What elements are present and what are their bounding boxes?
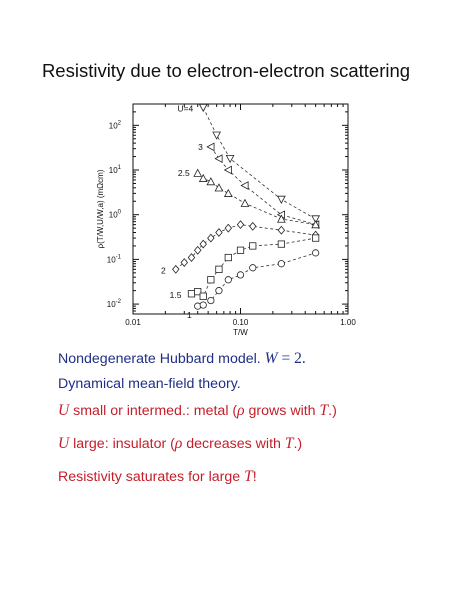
x-axis-label: T/W — [233, 328, 248, 337]
data-point — [225, 166, 232, 173]
slide-title: Resistivity due to electron-electron scattering — [41, 60, 411, 81]
text-line-theory — [58, 376, 241, 392]
y-tick-label: $10^{-1}$ — [106, 254, 121, 265]
data-point — [215, 184, 222, 191]
line-var: T — [244, 468, 253, 485]
line-var: ρ — [237, 402, 245, 419]
data-point — [216, 229, 222, 237]
line-text: Nondegenerate Hubbard model. — [58, 351, 265, 367]
series-line — [176, 225, 316, 270]
series-line — [211, 147, 316, 225]
data-point — [208, 234, 214, 242]
data-point — [237, 221, 243, 229]
data-point — [207, 178, 214, 185]
data-point — [225, 190, 232, 197]
text-line-saturates — [58, 468, 257, 486]
line-text: .) — [328, 403, 337, 419]
data-point — [278, 261, 284, 267]
data-point — [207, 143, 214, 150]
line-var: T — [284, 435, 294, 452]
series-line — [198, 173, 316, 224]
series-label: 1 — [186, 310, 192, 321]
series-label: 2.5 — [177, 168, 190, 179]
data-point — [188, 291, 194, 297]
text-line-metal — [58, 402, 337, 420]
data-point — [278, 241, 284, 247]
data-point — [241, 200, 248, 207]
data-point — [200, 293, 206, 299]
data-point — [194, 169, 201, 176]
data-point — [181, 259, 187, 267]
series-label: 3 — [198, 141, 203, 152]
data-point — [173, 266, 179, 274]
line-text: = 2. — [277, 350, 306, 367]
y-axis-label: ρ(T/W,U/W,a) (mΩcm) — [96, 169, 105, 249]
data-point — [208, 297, 214, 303]
line-text: large: insulator ( — [69, 436, 175, 452]
line-text: .) — [293, 436, 303, 452]
line-text: Resistivity saturates for large — [58, 469, 245, 485]
data-point — [200, 104, 207, 111]
x-tick-label: 1.00 — [340, 318, 356, 327]
data-point — [241, 182, 248, 189]
data-point — [213, 132, 220, 139]
plot-frame — [133, 104, 348, 314]
data-point — [216, 287, 222, 293]
line-var: U — [58, 435, 70, 452]
data-point — [195, 246, 201, 254]
text-line-model — [58, 350, 306, 368]
series-label: 1.5 — [169, 289, 182, 300]
series-label: U=4 — [177, 103, 194, 114]
text-line-insulator — [58, 435, 302, 453]
data-point — [225, 254, 231, 260]
data-point — [250, 265, 256, 271]
series-line — [203, 108, 315, 220]
data-point — [237, 272, 243, 278]
data-point — [312, 250, 318, 256]
line-var: W — [264, 350, 278, 367]
data-point — [278, 226, 284, 234]
data-point — [216, 266, 222, 272]
line-text: decreases with — [182, 436, 285, 452]
x-tick-label: 0.01 — [125, 318, 141, 327]
data-point — [250, 243, 256, 249]
data-point — [208, 277, 214, 283]
line-text: ! — [252, 469, 257, 485]
data-point — [250, 223, 256, 231]
x-tick-label: 0.10 — [232, 318, 249, 327]
data-point — [215, 155, 222, 162]
line-var: U — [58, 402, 70, 419]
resistivity-chart — [78, 96, 378, 346]
data-point — [225, 224, 231, 232]
line-text: Dynamical mean-field theory. — [58, 376, 241, 392]
line-text: grows with — [244, 403, 320, 419]
y-tick-label: $10^{-2}$ — [106, 299, 121, 310]
data-point — [312, 235, 318, 241]
data-point — [237, 247, 243, 253]
line-text: small or intermed.: metal ( — [69, 403, 238, 419]
series-line — [198, 253, 316, 306]
y-tick-label: $10^1$ — [108, 165, 121, 176]
y-tick-label: $10^0$ — [108, 209, 121, 220]
data-point — [226, 155, 233, 162]
y-tick-label: $10^2$ — [108, 120, 121, 131]
series-label: 2 — [161, 265, 166, 276]
line-var: ρ — [174, 435, 183, 452]
line-var: T — [319, 402, 329, 419]
data-point — [225, 277, 231, 283]
data-point — [200, 302, 206, 308]
data-point — [278, 196, 285, 203]
